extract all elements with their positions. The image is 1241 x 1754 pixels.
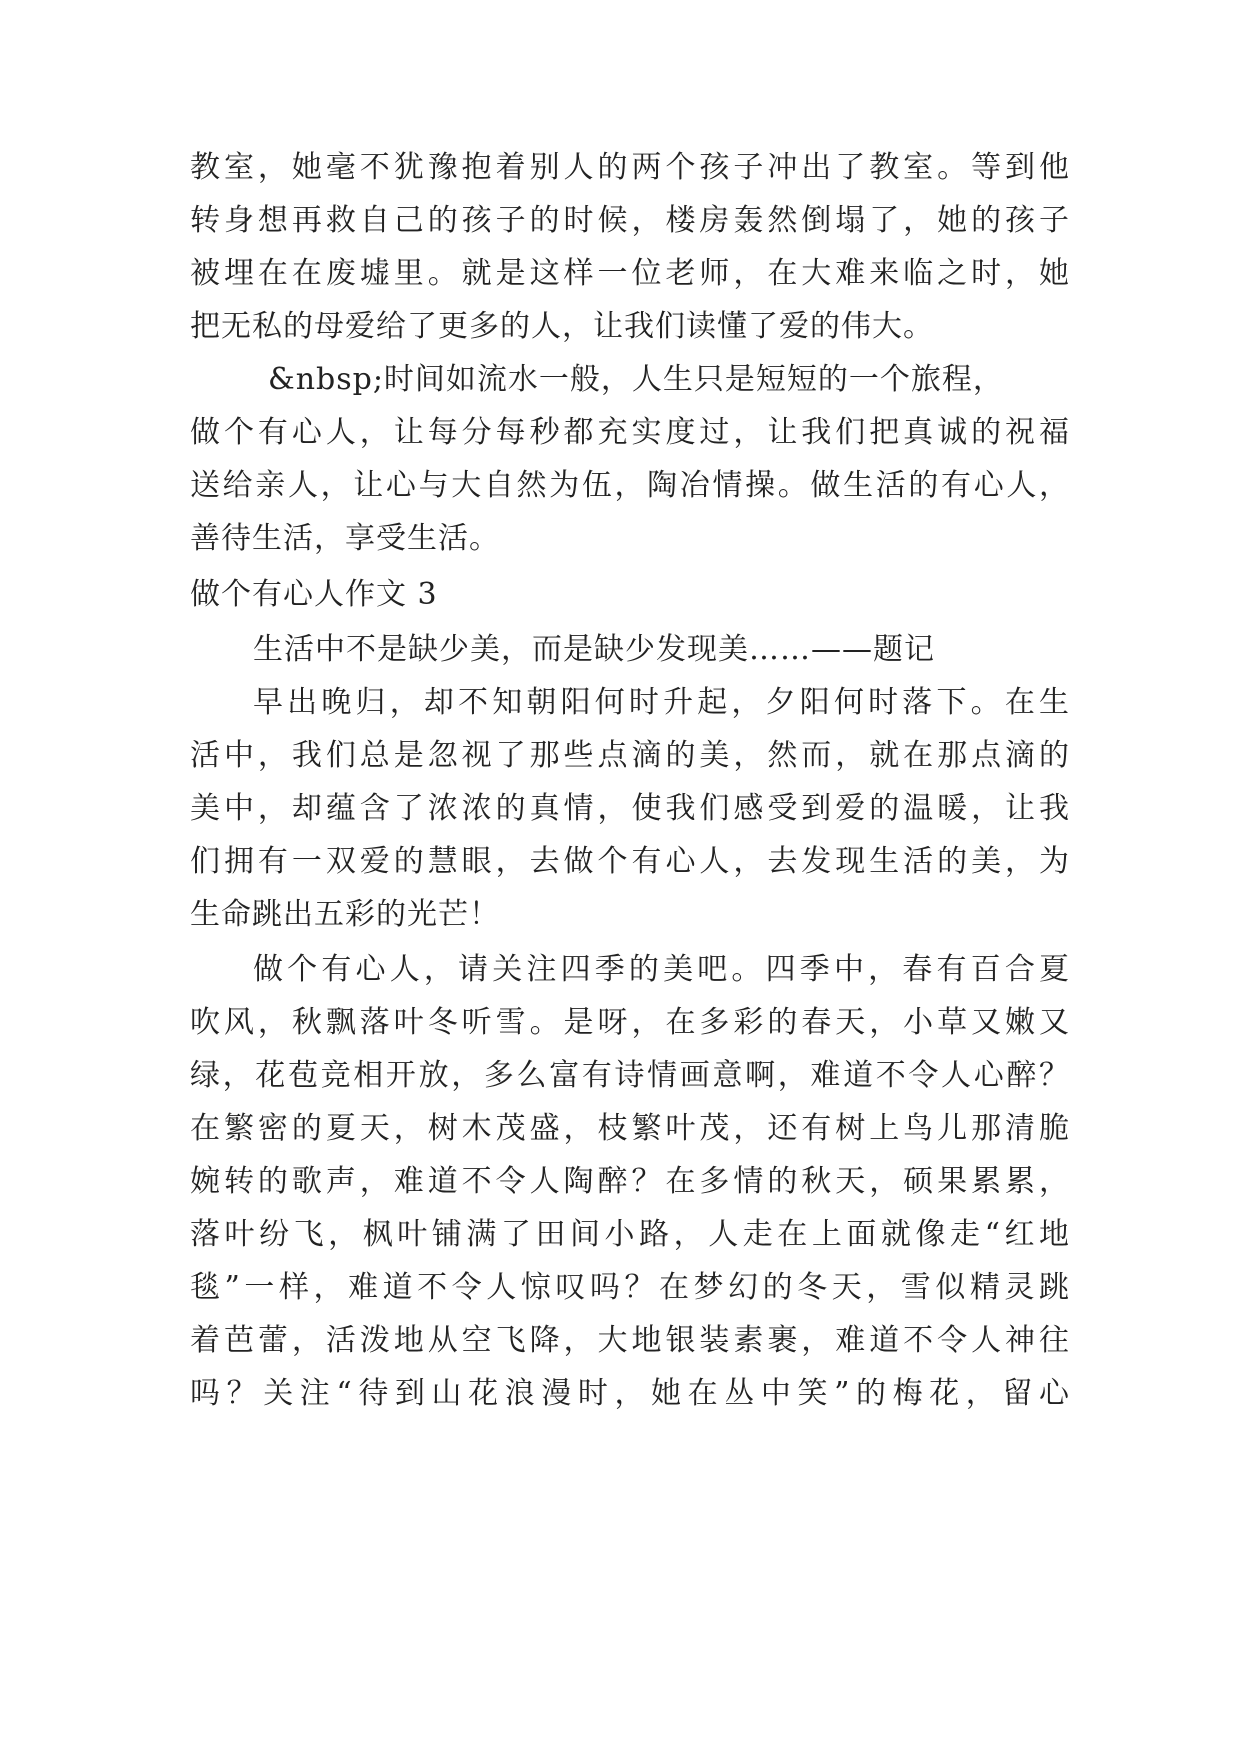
text-line: 们拥有一双爱的慧眼，去做个有心人，去发现生活的美，为: [190, 844, 1070, 879]
text-line: 送给亲人，让心与大自然为伍，陶冶情操。做生活的有心人，: [190, 468, 1070, 503]
text-line: 早出晚归，却不知朝阳何时升起，夕阳何时落下。在生: [253, 685, 1070, 720]
text-line: 被埋在在废墟里。就是这样一位老师，在大难来临之时，她: [190, 256, 1070, 291]
text-line: 美中，却蕴含了浓浓的真情，使我们感受到爱的温暖，让我: [190, 791, 1070, 826]
text-line: 生命跳出五彩的光芒！: [190, 897, 500, 932]
text-line: 毯”一样，难道不令人惊叹吗？在梦幻的冬天，雪似精灵跳: [190, 1270, 1070, 1305]
text-line: 绿，花苞竞相开放，多么富有诗情画意啊，难道不令人心醉？: [190, 1058, 1070, 1093]
text-line: 做个有心人，请关注四季的美吧。四季中，春有百合夏: [253, 952, 1070, 987]
text-line: 吹风，秋飘落叶冬听雪。是呀，在多彩的春天，小草又嫩又: [190, 1005, 1070, 1040]
text-line: 着芭蕾，活泼地从空飞降，大地银装素裹，难道不令人神往: [190, 1323, 1070, 1358]
epigraph: 生活中不是缺少美，而是缺少发现美……——题记: [253, 632, 935, 667]
text-line: 吗？关注“待到山花浪漫时，她在丛中笑”的梅花，留心: [190, 1376, 1070, 1411]
text-line: 婉转的歌声，难道不令人陶醉？在多情的秋天，硕果累累，: [190, 1164, 1070, 1199]
text-line: 在繁密的夏天，树木茂盛，枝繁叶茂，还有树上鸟儿那清脆: [190, 1111, 1070, 1146]
text-line: 把无私的母爱给了更多的人，让我们读懂了爱的伟大。: [190, 309, 934, 344]
text-line: 教室，她毫不犹豫抱着别人的两个孩子冲出了教室。等到他: [190, 150, 1070, 185]
text-line: 活中，我们总是忽视了那些点滴的美，然而，就在那点滴的: [190, 738, 1070, 773]
text-line: 转身想再救自己的孩子的时候，楼房轰然倒塌了，她的孩子: [190, 203, 1070, 238]
text-line: &nbsp;时间如流水一般，人生只是短短的一个旅程，: [268, 362, 1004, 397]
text-line: 做个有心人，让每分每秒都充实度过，让我们把真诚的祝福: [190, 415, 1070, 450]
text-line: 善待生活，享受生活。: [190, 521, 500, 556]
section-heading: 做个有心人作文 3: [190, 577, 438, 612]
text-line: 落叶纷飞，枫叶铺满了田间小路，人走在上面就像走“红地: [190, 1217, 1070, 1252]
